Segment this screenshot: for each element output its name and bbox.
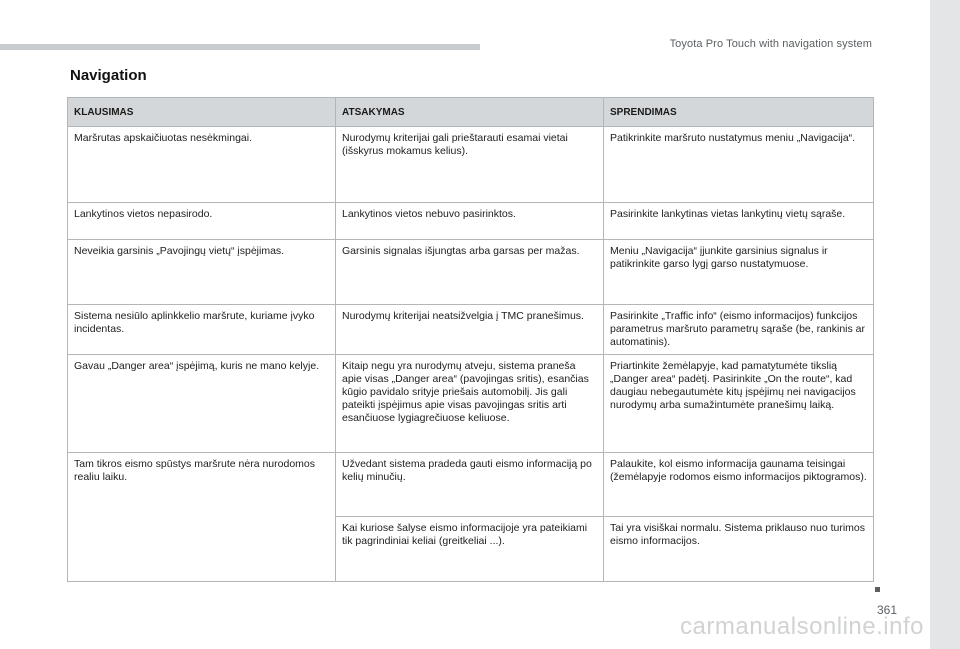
watermark-text: carmanualsonline.info [680, 613, 924, 640]
solution-cell: Pasirinkite „Traffic info“ (eismo informacijos) funkcijos parametrus maršruto parametrų sąraše (be, rankinis ar automatinis). [604, 305, 874, 355]
section-title: Navigation [70, 67, 147, 84]
question-cell: Tam tikros eismo spūstys maršrute nėra nurodomos realiu laiku. [68, 453, 336, 517]
table-row [68, 240, 874, 305]
solution-cell: Patikrinkite maršruto nustatymus meniu „Navigacija“. [604, 127, 874, 203]
question-cell: Gavau „Danger area“ įspėjimą, kuris ne mano kelyje. [68, 355, 336, 453]
table-row [68, 127, 874, 203]
page-edge-strip [930, 0, 960, 649]
answer-cell: Užvedant sistema pradeda gauti eismo informaciją po kelių minučių. [336, 453, 604, 517]
answer-cell: Nurodymų kriterijai gali prieštarauti esamai vietai (išskyrus mokamus kelius). [336, 127, 604, 203]
table-row [68, 355, 874, 453]
solution-cell: Tai yra visiškai normalu. Sistema priklauso nuo turimos eismo informacijos. [604, 517, 874, 582]
question-cell-empty [68, 517, 336, 582]
column-header-question: KLAUSIMAS [68, 98, 336, 127]
question-cell: Lankytinos vietos nepasirodo. [68, 203, 336, 240]
solution-cell: Meniu „Navigacija“ įjunkite garsinius signalus ir patikrinkite garso lygį garso nustatymuose. [604, 240, 874, 305]
answer-cell: Kitaip negu yra nurodymų atveju, sistema praneša apie visas „Danger area“ (pavojingas sritis), esančias kūgio pavidalo srityje priešais automobilį. Jis gali pateikti įspėjimus apie visas pavojingas sritis arti esančiuose lygiagrečiuose keliuose. [336, 355, 604, 453]
question-cell: Sistema nesiūlo aplinkkelio maršrute, kuriame įvyko incidentas. [68, 305, 336, 355]
table-row [68, 203, 874, 240]
question-cell: Maršrutas apskaičiuotas nesėkmingai. [68, 127, 336, 203]
header-rule [0, 44, 480, 50]
troubleshooting-table [67, 97, 873, 582]
answer-cell: Garsinis signalas išjungtas arba garsas per mažas. [336, 240, 604, 305]
column-header-solution: SPRENDIMAS [604, 98, 874, 127]
document-header-title: Toyota Pro Touch with navigation system [669, 38, 872, 50]
table-header-row [68, 98, 874, 127]
solution-cell: Pasirinkite lankytinas vietas lankytinų vietų sąraše. [604, 203, 874, 240]
answer-cell: Kai kuriose šalyse eismo informacijoje yra pateikiami tik pagrindiniai keliai (greitkeliai ...). [336, 517, 604, 582]
solution-cell: Palaukite, kol eismo informacija gaunama teisingai (žemėlapyje rodomos eismo informacijos piktogramos). [604, 453, 874, 517]
column-header-answer: ATSAKYMAS [336, 98, 604, 127]
table-row [68, 517, 874, 582]
question-cell: Neveikia garsinis „Pavojingų vietų“ įspėjimas. [68, 240, 336, 305]
page-marker [875, 587, 880, 592]
table-row [68, 453, 874, 517]
answer-cell: Nurodymų kriterijai neatsižvelgia į TMC pranešimus. [336, 305, 604, 355]
table-row [68, 305, 874, 355]
page-number: 361 [876, 603, 897, 617]
solution-cell: Priartinkite žemėlapyje, kad pamatytumėte tikslią „Danger area“ padėtį. Pasirinkite „On the route“, kad daugiau nebegautumėte kitų įspėjimų nei navigacijos nurodymų arba sumažintumėte pranešimų laiką. [604, 355, 874, 453]
answer-cell: Lankytinos vietos nebuvo pasirinktos. [336, 203, 604, 240]
